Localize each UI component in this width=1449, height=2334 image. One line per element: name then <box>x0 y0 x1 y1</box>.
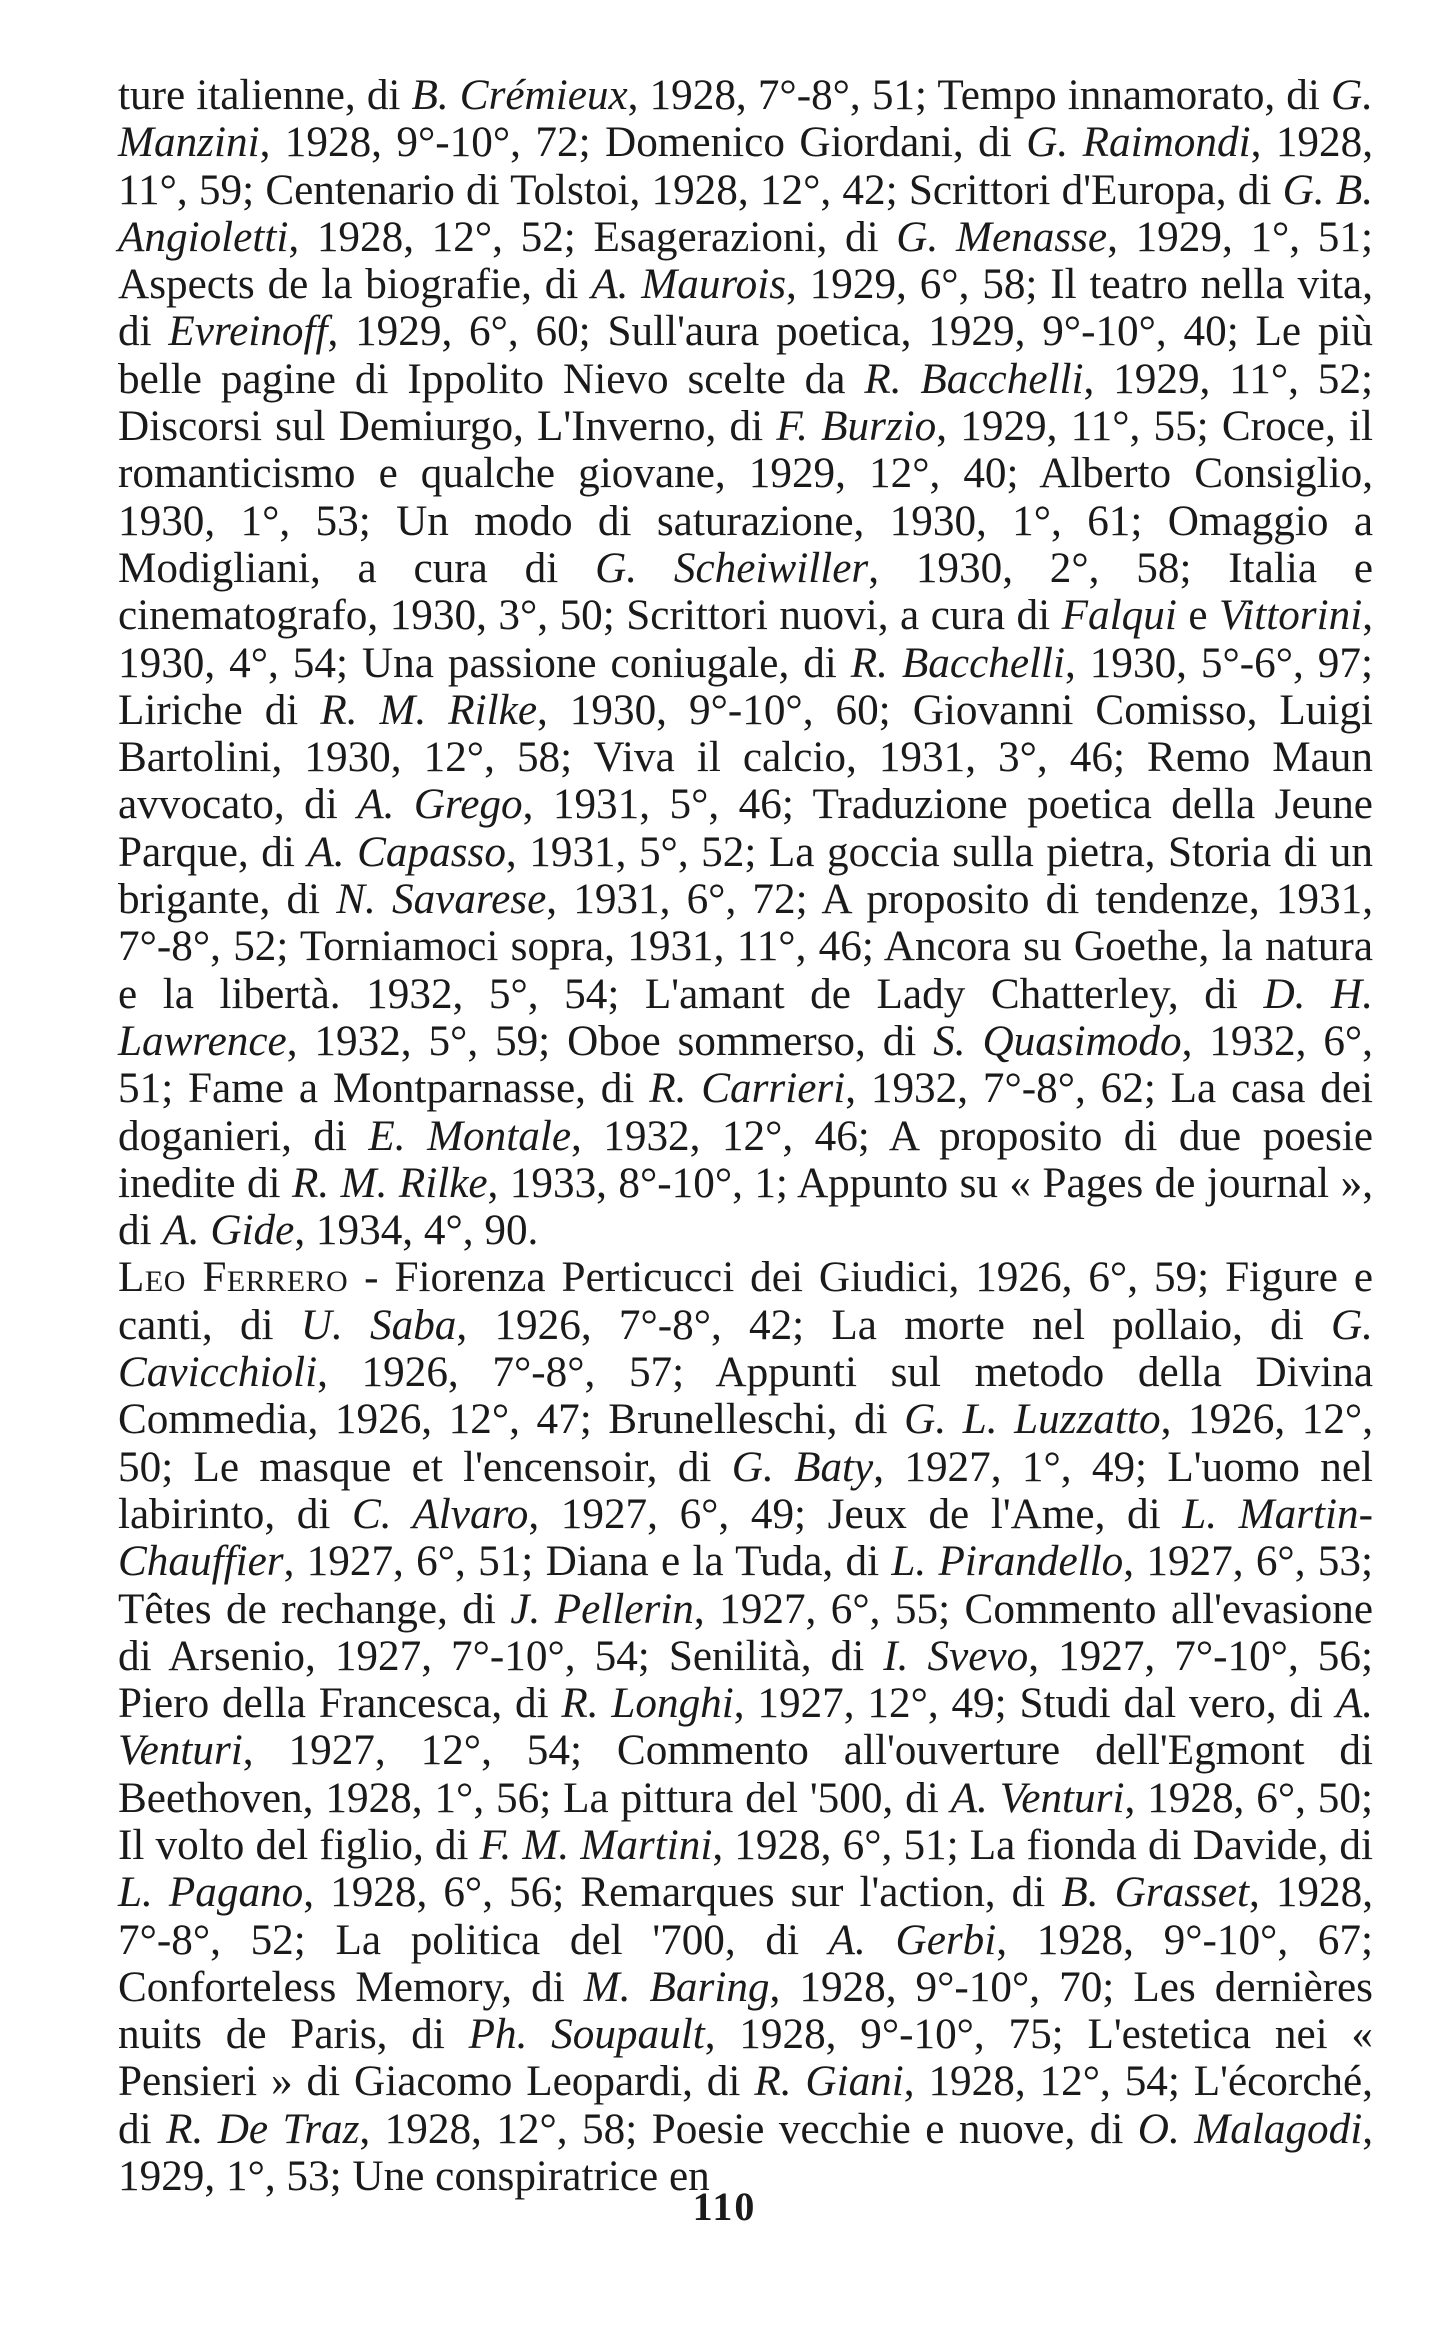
entry-text: ture italienne, di B. Crémieux, 1928, 7°-8°, 51; Tempo innamorato, di G. Manzini, 1928, 9°-10°, 72; Domenico Giordani, di G. Raimondi, 1928, 11°, 59; Centenario di Tolstoi, 1928, 12°, 42; Scrittori d'Europa, di G. B. Angioletti, 1928, 12°, 52; Esagerazioni, di G. Menasse, 1929, 1°, 51; Aspects de la biografie, di A. Maurois, 1929, 6°, 58; Il teatro nella vita, di Evreinoff, 1929, 6°, 60; Sull'aura poetica, 1929, 9°-10°, 40; Le più belle pagine di Ippolito Nievo scelte da R. Bacchelli, 1929, 11°, 52; Discorsi sul Demiurgo, L'Inverno, di F. Burzio, 1929, 11°, 55; Croce, il romanticismo e qualche giovane, 1929, 12°, 40; Alberto Consiglio, 1930, 1°, 53; Un modo di saturazione, 1930, 1°, 61; Omaggio a Modigliani, a cura di G. Scheiwiller, 1930, 2°, 58; Italia e cinematografo, 1930, 3°, 50; Scrittori nuovi, a cura di Falqui e Vittorini, 1930, 4°, 54; Una passione coniugale, di R. Bacchelli, 1930, 5°-6°, 97; Liriche di R. M. Rilke, 1930, 9°-10°, 60; Giovanni Comisso, Luigi Bartolini, 1930, 12°, 58; Viva il calcio, 1931, 3°, 46; Remo Maun avvocato, di A. Grego, 1931, 5°, 46; Traduzione poetica della Jeune Parque, di A. Capasso, 1931, 5°, 52; La goccia sulla pietra, Storia di un brigante, di N. Savarese, 1931, 6°, 72; A proposito di tendenze, 1931, 7°-8°, 52; Torniamoci sopra, 1931, 11°, 46; Ancora su Goethe, la natura e la libertà. 1932, 5°, 54; L'amant de Lady Chatterley, di D. H. Lawrence, 1932, 5°, 59; Oboe sommerso, di S. Quasimodo, 1932, 6°, 51; Fame a Montparnasse, di R. Carrieri, 1932, 7°-8°, 62; La casa dei doganieri, di E. Montale, 1932, 12°, 46; A proposito di due poesie inedite di R. M. Rilke, 1933, 8°-10°, 1; Appunto su « Pages de journal », di A. Gide, 1934, 4°, 90. <box>118 72 1374 1255</box>
author-name: Leo Ferrero <box>118 1254 349 1302</box>
index-entry-continued <box>118 72 1373 1254</box>
index-entry-leo-ferrero <box>118 1254 1373 2200</box>
index-text <box>118 72 1373 2200</box>
entry-text: - Fiorenza Perticucci dei Giudici, 1926, 6°, 59; Figure e canti, di U. Saba, 1926, 7°-8°, 42; La morte nel pollaio, di G. Cavicchioli, 1926, 7°-8°, 57; Appunti sul metodo della Divina Commedia, 1926, 12°, 47; Brunelleschi, di G. L. Luzzatto, 1926, 12°, 50; Le masque et l'encensoir, di G. Baty, 1927, 1°, 49; L'uomo nel labirinto, di C. Alvaro, 1927, 6°, 49; Jeux de l'Ame, di L. Martin-Chauffier, 1927, 6°, 51; Diana e la Tuda, di L. Pirandello, 1927, 6°, 53; Têtes de rechange, di J. Pellerin, 1927, 6°, 55; Commento all'evasione di Arsenio, 1927, 7°-10°, 54; Senilità, di I. Svevo, 1927, 7°-10°, 56; Piero della Francesca, di R. Longhi, 1927, 12°, 49; Studi dal vero, di A. Venturi, 1927, 12°, 54; Commento all'ouverture dell'Egmont di Beethoven, 1928, 1°, 56; La pittura del '500, di A. Venturi, 1928, 6°, 50; Il volto del figlio, di F. M. Martini, 1928, 6°, 51; La fionda di Davide, di L. Pagano, 1928, 6°, 56; Remarques sur l'action, di B. Grasset, 1928, 7°-8°, 52; La politica del '700, di A. Gerbi, 1928, 9°-10°, 67; Conforteless Memory, di M. Baring, 1928, 9°-10°, 70; Les dernières nuits de Paris, di Ph. Soupault, 1928, 9°-10°, 75; L'estetica nei « Pensieri » di Giacomo Leopardi, di R. Giani, 1928, 12°, 54; L'écorché, di R. De Traz, 1928, 12°, 58; Poesie vecchie e nuove, di O. Malagodi, 1929, 1°, 53; Une conspiratrice en <box>118 1254 1374 2201</box>
page-number: 110 <box>692 2184 757 2229</box>
